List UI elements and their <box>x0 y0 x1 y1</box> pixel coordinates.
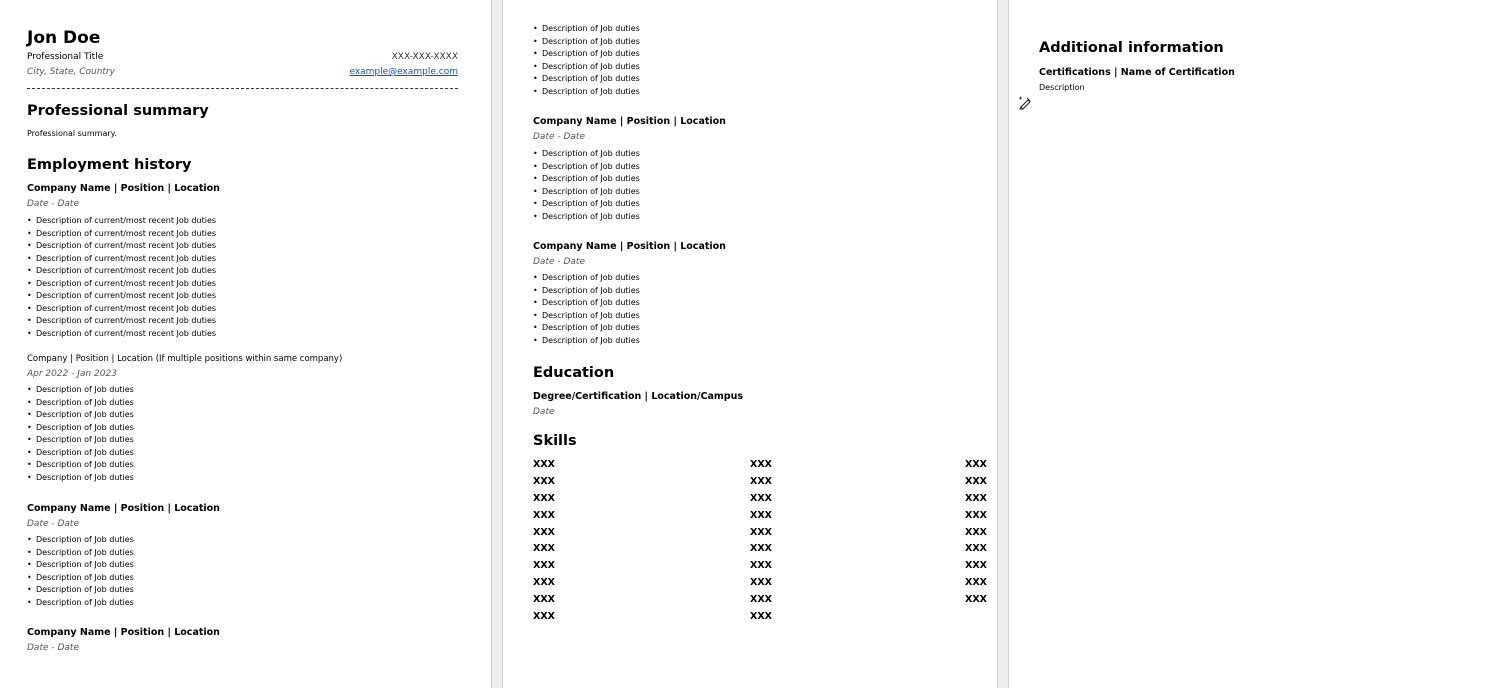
skills-column <box>750 458 772 627</box>
list-item[interactable]: • Description of current/most recent Job duties <box>27 303 216 316</box>
phone-number[interactable]: XXX-XXX-XXXX <box>391 52 458 62</box>
list-item[interactable]: • Description of Job duties <box>533 86 640 99</box>
skills-heading[interactable]: Skills <box>533 433 577 449</box>
list-item[interactable]: • Description of current/most recent Job duties <box>27 328 216 341</box>
list-item[interactable]: • Description of Job duties <box>27 584 134 597</box>
resume-page-2 <box>503 0 997 688</box>
job-duties-list <box>533 272 640 347</box>
list-item[interactable]: • Description of Job duties <box>27 534 134 547</box>
list-item[interactable]: • Description of Job duties <box>533 161 640 174</box>
summary-heading[interactable]: Professional summary <box>27 103 209 119</box>
location-line[interactable]: City, State, Country <box>27 67 115 77</box>
email-link[interactable]: example@example.com <box>349 67 458 77</box>
list-item[interactable]: • Description of current/most recent Job duties <box>27 240 216 253</box>
list-item[interactable]: • Description of Job duties <box>533 310 640 323</box>
certification-heading[interactable]: Certifications | Name of Certification <box>1039 67 1235 78</box>
list-item[interactable]: • Description of Job duties <box>533 61 640 74</box>
job-duties-list <box>533 23 640 98</box>
edit-cursor-icon <box>1018 96 1032 110</box>
skill-item[interactable]: XXX <box>965 560 987 572</box>
list-item[interactable]: • Description of Job duties <box>27 397 134 410</box>
list-item[interactable]: • Description of Job duties <box>27 559 134 572</box>
list-item[interactable]: • Description of Job duties <box>27 459 134 472</box>
degree-heading[interactable]: Degree/Certification | Location/Campus <box>533 391 744 402</box>
list-item[interactable]: • Description of Job duties <box>533 335 640 348</box>
job-duties-list <box>27 384 134 484</box>
job-heading[interactable]: Company Name | Position | Location <box>27 183 220 194</box>
list-item[interactable]: • Description of Job duties <box>533 211 640 224</box>
list-item[interactable]: • Description of current/most recent Job duties <box>27 253 216 266</box>
resume-name[interactable]: Jon Doe <box>27 28 101 48</box>
certification-description[interactable]: Description <box>1039 83 1085 92</box>
skill-item[interactable]: XXX <box>965 526 987 538</box>
list-item[interactable]: • Description of Job duties <box>533 36 640 49</box>
job-heading[interactable]: Company Name | Position | Location <box>533 116 726 127</box>
employment-heading[interactable]: Employment history <box>27 157 192 173</box>
list-item[interactable]: • Description of Job duties <box>27 384 134 397</box>
job-heading[interactable]: Company Name | Position | Location <box>533 241 726 252</box>
skill-item[interactable]: XXX <box>750 475 772 487</box>
job-date[interactable]: Date - Date <box>533 257 585 267</box>
skill-item[interactable]: XXX <box>533 543 555 555</box>
job-heading[interactable]: Company Name | Position | Location <box>27 627 220 638</box>
list-item[interactable]: • Description of Job duties <box>533 272 640 285</box>
education-date[interactable]: Date <box>533 407 555 417</box>
sub-position-heading[interactable]: Company | Position | Location (If multiple positions within same company) <box>27 354 343 364</box>
skill-item[interactable]: XXX <box>965 509 987 521</box>
list-item[interactable]: • Description of Job duties <box>533 173 640 186</box>
list-item[interactable]: • Description of current/most recent Job duties <box>27 215 216 228</box>
skill-item[interactable]: XXX <box>533 577 555 589</box>
list-item[interactable]: • Description of Job duties <box>533 322 640 335</box>
skill-item[interactable]: XXX <box>965 459 987 470</box>
education-heading[interactable]: Education <box>533 365 615 381</box>
skill-item[interactable]: XXX <box>750 611 772 623</box>
list-item[interactable]: • Description of Job duties <box>533 297 640 310</box>
skill-item[interactable]: XXX <box>750 509 772 521</box>
skill-item[interactable]: XXX <box>533 594 555 606</box>
skill-item[interactable]: XXX <box>965 594 987 606</box>
list-item[interactable]: • Description of Job duties <box>27 547 134 560</box>
list-item[interactable]: • Description of Job duties <box>27 472 134 485</box>
skill-item[interactable]: XXX <box>750 526 772 538</box>
job-duties-list <box>27 215 216 340</box>
job-date[interactable]: Date - Date <box>27 519 79 529</box>
list-item[interactable]: • Description of Job duties <box>27 434 134 447</box>
list-item[interactable]: • Description of Job duties <box>533 23 640 36</box>
list-item[interactable]: • Description of current/most recent Job duties <box>27 315 216 328</box>
skill-item[interactable]: XXX <box>965 577 987 589</box>
skill-item[interactable]: XXX <box>750 492 772 504</box>
job-date[interactable]: Date - Date <box>27 643 79 653</box>
skill-item[interactable]: XXX <box>965 492 987 504</box>
header-divider <box>27 88 458 89</box>
job-date[interactable]: Date - Date <box>533 132 585 142</box>
skill-item[interactable]: XXX <box>533 475 555 487</box>
professional-title[interactable]: Professional Title <box>27 52 104 62</box>
skills-column-clipped <box>965 458 987 610</box>
job-duties-list <box>27 534 134 609</box>
skill-item[interactable]: XXX <box>533 526 555 538</box>
summary-text[interactable]: Professional summary. <box>27 129 117 138</box>
list-item[interactable]: • Description of current/most recent Job duties <box>27 228 216 241</box>
list-item[interactable]: • Description of current/most recent Job duties <box>27 290 216 303</box>
list-item[interactable]: • Description of Job duties <box>533 73 640 86</box>
list-item[interactable]: • Description of Job duties <box>27 447 134 460</box>
skills-table <box>533 458 987 628</box>
list-item[interactable]: • Description of Job duties <box>27 572 134 585</box>
resume-page-1 <box>0 0 491 688</box>
list-item[interactable]: • Description of Job duties <box>27 422 134 435</box>
skill-item[interactable]: XXX <box>750 560 772 572</box>
skill-item[interactable]: XXX <box>533 459 555 470</box>
skills-column <box>533 458 555 627</box>
page-separator <box>997 0 998 688</box>
skill-item[interactable]: XXX <box>750 459 772 470</box>
skill-item[interactable]: XXX <box>750 577 772 589</box>
skill-item[interactable]: XXX <box>533 509 555 521</box>
list-item[interactable]: • Description of Job duties <box>533 285 640 298</box>
list-item[interactable]: • Description of Job duties <box>533 148 640 161</box>
list-item[interactable]: • Description of Job duties <box>533 48 640 61</box>
list-item[interactable]: • Description of Job duties <box>27 409 134 422</box>
list-item[interactable]: • Description of current/most recent Job duties <box>27 278 216 291</box>
list-item[interactable]: • Description of Job duties <box>533 198 640 211</box>
list-item[interactable]: • Description of Job duties <box>533 186 640 199</box>
skill-item[interactable]: XXX <box>533 560 555 572</box>
job-duties-list <box>533 148 640 223</box>
skill-item[interactable]: XXX <box>533 611 555 623</box>
list-item[interactable]: • Description of current/most recent Job duties <box>27 265 216 278</box>
job-date[interactable]: Date - Date <box>27 199 79 209</box>
job-date[interactable]: Apr 2022 - Jan 2023 <box>27 369 117 379</box>
resume-page-3 <box>1009 0 1493 688</box>
skill-item[interactable]: XXX <box>965 543 987 555</box>
page-separator <box>491 0 492 688</box>
skill-item[interactable]: XXX <box>750 543 772 555</box>
skill-item[interactable]: XXX <box>965 475 987 487</box>
additional-info-heading[interactable]: Additional information <box>1039 40 1224 56</box>
job-heading[interactable]: Company Name | Position | Location <box>27 503 220 514</box>
skill-item[interactable]: XXX <box>533 492 555 504</box>
list-item[interactable]: • Description of Job duties <box>27 597 134 610</box>
skill-item[interactable]: XXX <box>750 594 772 606</box>
